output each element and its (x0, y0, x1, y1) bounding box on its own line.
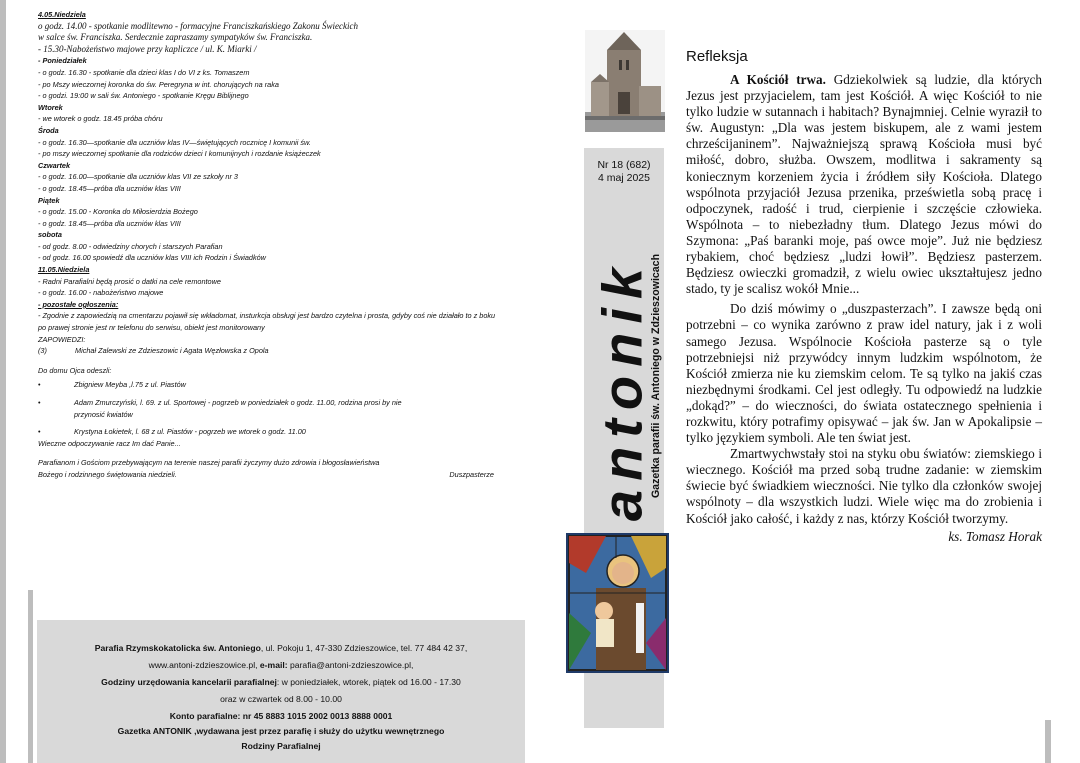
reflection-p1-text: Gdziekolwiek są ludzie, dla których Jezus jest przyjacielem, tam jest Kościół. A więc Kościół to nie tylko ludzie w sutannach i habitach? Bynajmniej. Celnie wyraził to św. Augustyn: „Dla was jestem biskupem, ale z wami jestem chrześcijaninem”. Najważniejszą sprawą Kościoła musi być miłość, dobro, służba. Owszem, modlitwa i sakramenty są koniecznym korzeniem życia i źródłem siły Kościoła. Dlatego wspólnota przyjaciół Jezusa przenika, prześwietla sobą pracę i odpoczynek, radość i trud, cierpienie i szczęście człowieka. Wspólnota – to niebezładny tłum. Dlatego Jezus mówi do Szymona: „Paś baranki moje, paś owce moje”. Już nie będziesz rybakiem, choć będziesz „ludzi łowił”. Będziesz pasterzem. Będziesz owieczki gromadził, z wielu owiec ukształtujesz jedno stado, ty je scalisz wokół Mnie... (686, 72, 1042, 297)
banns-number: (3) (38, 346, 47, 356)
announcement-line: - o godz. 18.45—próba dla uczniów klas VIII (38, 218, 181, 228)
announcement-line: - o godz. 16.00 - nabożeństwo majowe (38, 288, 164, 298)
deceased-item (38, 409, 500, 421)
parish-footer (37, 620, 525, 763)
announcement-line: - o godzi. 19:00 w sali św. Antoniego - spotkanie Kręgu Biblijnego (38, 91, 249, 101)
page-edge-left (0, 0, 6, 763)
announcement-line: - od godz. 16.00 spowiedź dla uczniów klas VIII ich Rodzin i Świadków (38, 253, 266, 263)
announcement-line: 4.05.Niedziela (38, 10, 86, 19)
deceased-header: Do domu Ojca odeszli: (38, 365, 112, 375)
banns-header: ZAPOWIEDZI: (38, 334, 86, 344)
parish-address: , ul. Pokoju 1, 47-330 Zdzieszowice, tel. 77 484 42 37, (260, 643, 468, 653)
announcement-line: - o godz. 16.30 - spotkanie dla dzieci klas I do VI z ks. Tomaszem (38, 67, 250, 77)
bullet-icon: • (38, 380, 41, 390)
announcement-line: Czwartek (38, 160, 71, 170)
gazette-title: antonik (590, 258, 654, 522)
announcement-line: w salce św. Franciszka. Serdecznie zapraszamy sympatyków św. Franciszka. (38, 32, 313, 43)
announcement-line: - o godz. 16.30—spotkanie dla uczniów klas IV—świętujących rocznicę I komunii św. (38, 137, 311, 147)
announcement-line: o godz. 14.00 - spotkanie modlitewno - formacyjne Franciszkańskiego Zakonu Świeckich (38, 20, 358, 31)
bullet-icon (38, 409, 74, 421)
closing-line-1: Parafianom i Gościom przebywającym na terenie naszej parafii życzymy dużo zdrowia i błogosławieństwa (38, 458, 380, 468)
closing-line-2: Bożego i rodzinnego świętowania niedzieli. (38, 469, 177, 479)
announcement-line: - o godz. 18.45—próba dla uczniów klas VIII (38, 183, 181, 193)
reflection-paragraph-3: Zmartwychwstały stoi na styku obu światów: ziemskiego i wiecznego. Kościół ma przed sobą trudne zadanie: w ziemskim świecie być świadkiem wieczności. Nie tylko dla członków swojej wspólnoty – dla wszystkich ludzi. Wiele więc ma do zrobienia i Kościół jako całość, i każdy z nas, którzy Kościół tworzymy. (686, 446, 1042, 526)
bullet-icon: • (38, 398, 41, 407)
announcement-line: - po mszy wieczornej spotkanie dla rodziców dzieci I komunijnych i rozdanie książeczek (38, 149, 321, 159)
announcement-line: sobota (38, 230, 62, 240)
announcement-line: - pozostałe ogłoszenia: (38, 299, 119, 309)
eternal-rest-line: Wieczne odpoczywanie racz Im dać Panie... (38, 438, 181, 448)
reflection-paragraph-2: Do dziś mówimy o „duszpasterzach”. I zawsze będą oni potrzebni – co wynika zarówno z praw idel natury, jak i z woli samego Jezusa. Wspólnocie Kościoła pasterze są o tyle potrzebniejsi niż przywódcy innym ludzkim wspólnotom, że Kościół zmierza nie ku ziemskim celom. Te są tylko na jakiś czas niezbędnymi środkami. Cel jest odległy. Tu odpowiedź na ludzkie „dokąd?” – do wieczności, do świata ostatecznego spełnienia i rozkwitu, który potrafimy opisywać – jak św. Jan w Apokalipsie – tylko językiem symboli. Ale ten świat jest. (686, 301, 1042, 446)
office-hours-thursday: oraz w czwartek od 8.00 - 10.00 (220, 694, 342, 704)
gazette-note: Gazetka ANTONIK ,wydawana jest przez parafię i służy do użytku wewnętrznego (117, 726, 445, 736)
reflection-column (686, 48, 1042, 545)
deceased-item (38, 397, 500, 409)
announcement-line: Wtorek (38, 102, 63, 112)
issue-info (584, 159, 664, 185)
office-hours: : w poniedziałek, wtorek, piątek od 16.00 - 17.30 (276, 677, 461, 687)
deceased-text: przynosić kwiatów (74, 409, 133, 419)
deceased-text: Krystyna Łokietek, l. 68 z ul. Piastów - pogrzeb we wtorek o godz. 11.00 (74, 427, 306, 437)
deceased-text: Zbigniew Meyba ,l.75 z ul. Piastów (74, 380, 186, 390)
announcement-line: - o godz. 15.00 - Koronka do Miłosierdzia Bożego (38, 207, 198, 217)
church-photo (585, 30, 665, 132)
email-label: e-mail: (259, 660, 288, 670)
announcement-line: - we wtorek o godz. 18.45 próba chóru (38, 114, 163, 124)
office-hours-label: Godziny urzędowania kancelarii parafialnej (101, 677, 277, 687)
announcements-column (38, 9, 500, 481)
issue-number: Nr 18 (682) (597, 159, 651, 171)
announcement-line: 11.05.Niedziela (38, 265, 90, 275)
footer-web-line (37, 657, 525, 674)
parish-name: Parafia Rzymskokatolicka św. Antoniego (94, 643, 261, 653)
issue-date: 4 maj 2025 (598, 172, 650, 184)
deceased-item (38, 379, 500, 391)
parish-email[interactable]: parafia@antoni-zdzieszowice.pl, (287, 660, 414, 670)
banns-text: Michał Zalewski ze Zdzieszowic i Agata Węzłowska z Opola (75, 346, 269, 356)
gazette-note-2: Rodziny Parafialnej (241, 741, 321, 751)
announcement-line: Środa (38, 125, 59, 135)
announcement-lines (38, 9, 500, 310)
reflection-signature: ks. Tomasz Horak (948, 528, 1042, 544)
reflection-lead: A Kościół trwa. (730, 72, 826, 87)
bullet-icon: • (38, 427, 41, 437)
gazette-subtitle: Gazetka parafii św. Antoniego w Zdzieszowicach (650, 253, 662, 499)
reflection-heading: Refleksja (686, 48, 748, 65)
deceased-list (38, 379, 500, 437)
announcement-line: - o godz. 16.00—spotkanie dla uczniów klas VII ze szkoły nr 3 (38, 172, 238, 182)
saint-anthony-stained-glass (566, 533, 669, 673)
closing-signature: Duszpasterze (449, 469, 494, 479)
announcement-line: - Radni Parafialni będą prosić o datki na cele remontowe (38, 276, 221, 286)
parish-website[interactable]: www.antoni-zdzieszowice.pl, (148, 660, 258, 670)
announcement-text: - Zgodnie z zapowiedzią na cmentarzu pojawił się wkładomat, insturkcja obsługi jest bardzo czytelna i prosta, gdyby coś nie działało to z boku po prawej stronie jest nr telefonu do serwisu, obiekt jest monitorowany (38, 311, 496, 333)
announcement-line: - Poniedziałek (38, 56, 87, 66)
page-edge-right (1045, 720, 1051, 763)
announcement-line: - po Mszy wieczornej koronka do św. Peregryna w int. chorujących na raka (38, 79, 279, 89)
page-edge-left-lower (28, 590, 33, 763)
deceased-item (38, 426, 500, 438)
announcement-line: - 15.30-Nabożeństwo majowe przy kapliczce / ul. K. Miarki / (38, 43, 257, 54)
announcement-line: - od godz. 8.00 - odwiedziny chorych i starszych Parafian (38, 241, 223, 251)
banns-item (38, 345, 500, 357)
banns-list (38, 345, 500, 357)
footer-hours-line (37, 674, 525, 691)
footer-address-line (37, 640, 525, 657)
deceased-text: Adam Zmurczyński, l. 69. z ul. Sportowej - pogrzeb w poniedziałek o godz. 11.00, rodzina prosi by nie (74, 398, 402, 407)
closing-row (38, 469, 500, 481)
reflection-paragraph-1 (686, 72, 1042, 297)
bank-account: Konto parafialne: nr 45 8883 1015 2002 0013 8888 0001 (169, 711, 393, 721)
announcement-line: Piątek (38, 195, 60, 205)
